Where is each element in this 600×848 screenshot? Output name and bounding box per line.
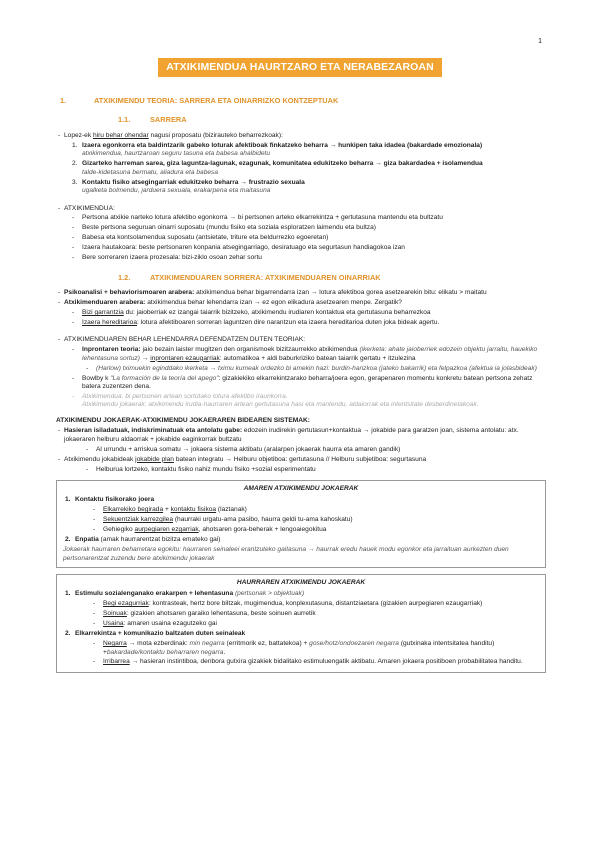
list-item: - Pertsona atxikie narteko lotura afektibo egonkorra → bi pertsonen arteko elkarrekintza + gertutasuna mantendu eta bultzatu	[72, 214, 443, 222]
section-1-1-heading: 1.1. SARRERA	[118, 115, 187, 125]
need-item: 3. Kontaktu fisiko atsegingarriak edukitzeko beharra → frustrazio sexuala ugalketa bolmendu, jarduera sexuala, erakarpena eta maitasuna	[72, 178, 305, 195]
definition-item: - Atxikimendua: bi pertsonen artean sortutako lotura afektibo iraunkorra. Atxikimendu jokaerak: atxikimendu irudia-haurraren artean gertutasuna hasi eta mantendu, aldaiorrak eta intentsitate desberdinetakoak.	[72, 392, 479, 409]
intro-lead: - Lopez-ek hiru behar ohendar nagusi proposatu (bizirauteko beharrezkoak):	[56, 132, 546, 140]
page-number: 1	[538, 38, 542, 45]
document-body	[56, 90, 546, 673]
need-item: 1. Izaera egonkorra eta baldintzarik gabeko loturak afektiboak finkatzeko beharra → hunkipen taka idadea (bakardade emozionala) atxikimendua, haurtzaroan seguru tasuna eta babesa ahalbidetu	[72, 141, 483, 158]
list-item: - Izaera hautakoara: beste pertsonaren konpania atsegingarriago, desiratuago eta segurtasun handiagokoa izan	[72, 244, 405, 252]
list-item: - (Harlow) tximuekin eginddako ikerketa → tximu kumeak ordezko bi amekin hazi: burdin-harizkoa (jateko bakarrik) eta felpazkoa (afektua ia jolasbideak)	[86, 364, 537, 372]
box-item: 1. Kontaktu fisikorako joera	[65, 496, 155, 504]
bowlby-item: - Bowlby k "La formación de la teoría del apego": gizakiekiko elkarrekintzarako beharra/joera egon, gerapenaren momentu konkretu batean pertsona zehatz batera zuzentzen dena.	[72, 374, 533, 391]
list-item: - Bere sorreraren izaera prozesala: bizi-ziklo osoan zehar sortu	[72, 254, 262, 262]
atx-arabera-line: - Atxikimenduaren arabera: atxikimendua behar lehendarra izan → ez egon elikadura asetzearen menpe. Zergatik?	[56, 299, 546, 307]
box-note: Jokaerak haurraren beharretara egokitu: haurraren seinaleei erantzuteko gaitasuna → haurrak eredu hauek modu egonkor eta jarraituan aurkezten duen pertsonarentzat zuzendu bere atxikimendu jokaerak	[63, 546, 509, 562]
theories-heading: - ATXIKIMENDUAREN BEHAR LEHENDARRA DEFENDATZEN DUTEN TEORIAK:	[56, 336, 546, 344]
psikoanalisi-line: - Psikoanalisi + behaviorismoaren arabera: atxikimendua behar bigarrendarra izan → lotura afektiboa gorea asetzearekin bitu: elikatu > maitatu	[56, 289, 546, 297]
box-sub-list	[63, 640, 539, 667]
box-sub-list	[63, 600, 539, 628]
box-item: 2. Enpatia (amak haurrarentzat bizitza emateko gai)	[65, 536, 221, 544]
list-item: - Beste pertsona seguruan oinarri suposatu (mundu fisiko eta soziala esploratzen laimendu eta bultza)	[72, 224, 376, 232]
need-item: 2. Gizarteko harreman sarea, giza laguntza-lagunak, ezagunak, komunitatea edukitzeko beharra → giza bakardadea + isolamendua talde-kidetasuna bermatu, aliadura eta babesa	[72, 160, 483, 176]
theories-list	[56, 346, 546, 363]
list-item: - Gehiegiko aurpegiaren ezgarriak, ahotsaren gora-beherak + lengoaiegokitua	[93, 526, 327, 534]
section-1-heading: 1. ATXIKIMENDU TEORIA: SARRERA ETA OINARRIZKO KONTZEPTUAK	[60, 96, 339, 105]
box-item: 2. Elkarrekintza + komunikazio baltzaten duten seinaleak	[65, 630, 246, 638]
mother-behaviours-box	[56, 480, 546, 568]
harlow-list	[56, 365, 546, 373]
box-sub-list	[63, 506, 539, 534]
list-item: - Usaina: amaren usaina ezagutzeko gai	[93, 620, 218, 628]
systems-heading: ATXIKIMENDU JOKAERAK-ATXIKIMENDU JOKAERAREN BIDEAREN SISTEMAK:	[56, 417, 310, 425]
box-title: HAURRAREN ATXIKIMENDU JOKAERAK	[236, 578, 366, 586]
systems-sub-2	[56, 466, 546, 474]
section-1-2-heading: 1.2. ATXIKIMENDUAREN SORRERA: ATXIKIMENDUAREN OINARRIAK	[118, 272, 381, 282]
list-item: - Sekuentziak karrezgilea (haurraki urgatu-ama pasibo, haurra geldi tu-ama kahoskatu)	[93, 516, 353, 524]
list-item: - Bizi garrantzia du: jaioberriak ez izangai taiarrik bizitzeko, atxikimendu irudiaren kontaktua eta gertutasuna beharrezkoa	[72, 308, 431, 316]
list-item: - Elkarrekiko begirada + kontaktu fisikoa (laztanak)	[93, 506, 247, 514]
list-item: - Negarra → mota ezberdinak: min negarra (erritmorik ez, battatekoa) + gose/hotz/ondoezaren negarra (gutxinaka intentsitatea handitu) +bakardade/kontaktu beharraren negarra.	[93, 640, 495, 656]
list-item: - Begi ezagurriak: kontrasteak, hertz bore biltzak, mugimendua, konplexutasuna, distantziaetara (gizakien aurpegiaren ezaugarriak)	[93, 600, 483, 608]
list-item: - Helburua lortzeko, kontaktu fisiko nahiz mundu fisiko +sozial esperimentatu	[86, 465, 316, 473]
inpronta-theory: - Inprontaren teoria: jaio bezain laister mugitzen den organismoek bizitzaurrekko atxikimendua (ikerketa: ahate jaioberriek edozein objektu jarraitu, hauekiko lehentasuna sortuz) → inprontaren ezaugarriak: automatikoa + aldi baburkriziko batean taiarrik gertatu + itzulezina	[72, 346, 538, 362]
list-item: - Soinuak: gizakien ahotsaren garaiko lehentasuna, beste soinuen aurretik	[93, 610, 316, 618]
document-title: ATXIKIMENDUA HAURTZARO ETA NERABEZAROAN	[158, 58, 442, 77]
box-item: 1. Estimulu sozialenganako erakarpen + lehentasuna (pertsonak > objektuak)	[65, 590, 305, 598]
systems-line-1: - Hasieran isiladatuak, indiskriminatuak eta antolatu gabe: edozein irudirekin gertutasun+kontaktua → jokabide para garatzen joan, sistema antolatu: atx. jokaeraren helburu aldaorrak + jokabide eaginkorrak bultzatu	[56, 427, 546, 444]
child-behaviours-box	[56, 574, 546, 673]
box-title: AMAREN ATXIKIMENDU JOKAERAK	[243, 484, 359, 492]
list-item: - Al urrundu + arriskua somatu → jokaera sistema aktibatu (aralarpen jokaerak haurra eta amaren gandik)	[86, 445, 401, 453]
atxikimendua-list	[56, 214, 546, 262]
atxikimendua-heading: - ATXIKIMENDUA:	[56, 205, 546, 213]
list-item: - Izaera hereditarioa: lotura afektiboaren sorreran laguntzen dire narantzun eta izaera hereditarioa duten joka bideak agertu.	[72, 318, 440, 326]
systems-sub-1	[56, 446, 546, 454]
systems-line-2: - Atxikimendu jokabideak jokabide plan batean integratu → Helburu objetiboa: gertutasuna // Helburu subjetiboa: segurtasuna	[56, 456, 546, 464]
list-item: - Babesa eta kontsolamendua suposatu (antsietate, triture eta beldurrezko egoeretan)	[72, 234, 329, 242]
needs-list	[56, 142, 546, 196]
reasons-list	[56, 309, 546, 327]
bowlby-list	[56, 375, 546, 410]
list-item: - Irribarrea → hasieran instintiboa, denbora gutxira gizakiek bidalitako estimuluengatik aktibatu. Amaren jokaera positiboen probabilitatea handitu.	[93, 658, 523, 666]
